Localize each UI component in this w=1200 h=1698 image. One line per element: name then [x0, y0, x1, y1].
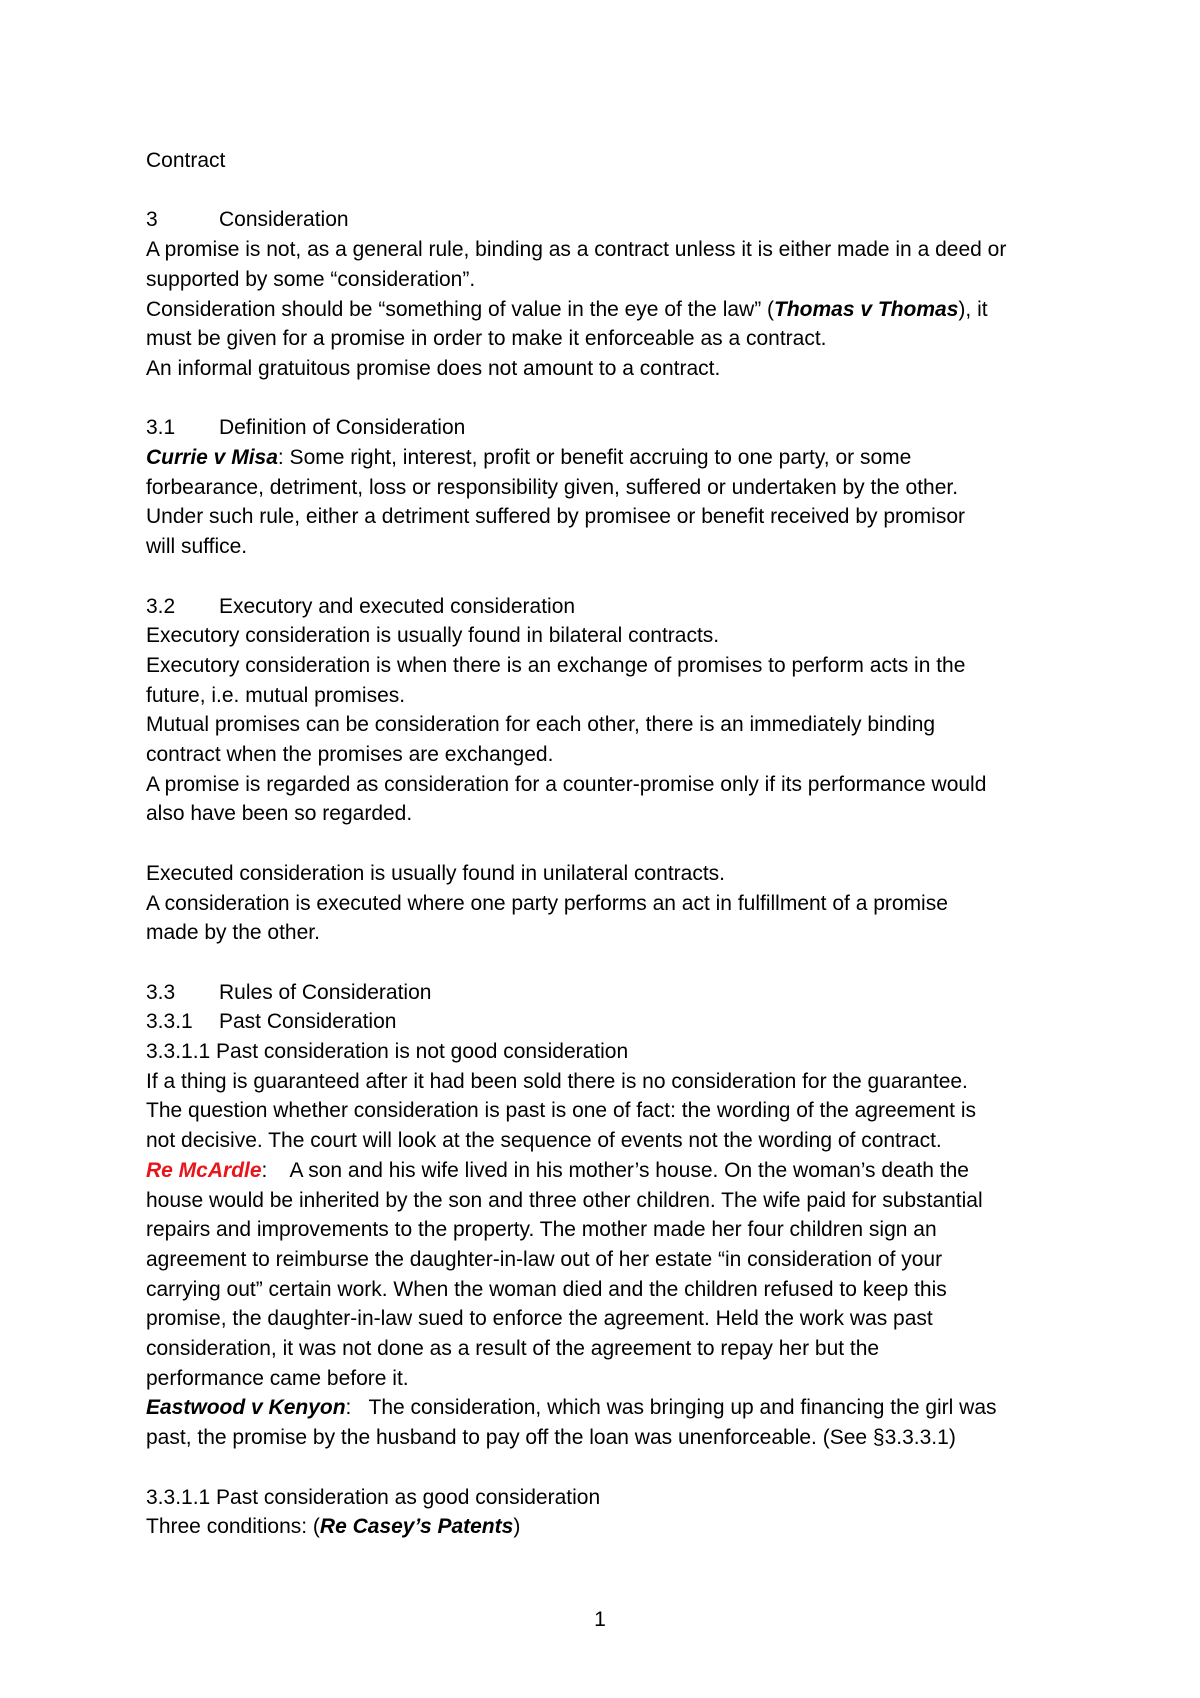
paragraph-line [146, 1156, 1066, 1186]
section-heading-3-3 [146, 978, 1066, 1008]
section-number: 3.2 [146, 594, 176, 618]
text-run: : A son and his wife lived in his mother’s house. On the woman’s death the [261, 1158, 969, 1182]
case-name-highlighted: Re McArdle [146, 1158, 262, 1182]
paragraph-line: future, i.e. mutual promises. [146, 683, 406, 707]
case-name: Eastwood v Kenyon [146, 1396, 346, 1420]
case-name: Thomas v Thomas [774, 297, 959, 321]
section-heading-3-2 [146, 592, 1066, 622]
section-number: 3.1 [146, 416, 176, 440]
paragraph-line: Mutual promises can be consideration for each other, there is an immediately binding [146, 713, 936, 737]
subsection-heading-3-3-1 [146, 1007, 1066, 1037]
paragraph-line: consideration, it was not done as a result of the agreement to repay her but the [146, 1337, 880, 1361]
text-run: : Some right, interest, profit or benefit accruing to one party, or some [277, 446, 912, 469]
case-name: Currie v Misa [146, 446, 278, 469]
paragraph-line: performance came before it. [146, 1366, 409, 1390]
paragraph-line: contract when the promises are exchanged. [146, 743, 554, 767]
paragraph-line: Executed consideration is usually found in unilateral contracts. [146, 861, 725, 885]
section-number: 3.3.1 [146, 1010, 193, 1034]
paragraph-line: repairs and improvements to the property. The mother made her four children sign an [146, 1218, 937, 1242]
paragraph-line: supported by some “consideration”. [146, 267, 476, 291]
section-heading-3 [146, 205, 1066, 235]
paragraph-line: house would be inherited by the son and three other children. The wife paid for substantial [146, 1188, 983, 1212]
paragraph-line: A consideration is executed where one party performs an act in fulfillment of a promise [146, 891, 948, 915]
paragraph-line [146, 1393, 1066, 1423]
paragraph-line: Executory consideration is when there is an exchange of promises to perform acts in the [146, 653, 966, 677]
paragraph-line: not decisive. The court will look at the sequence of events not the wording of contract. [146, 1129, 942, 1153]
paragraph-line: Under such rule, either a detriment suffered by promisee or benefit received by promisor [146, 505, 966, 529]
text-run: Consideration should be “something of value in the eye of the law” ( [146, 297, 775, 321]
spacer [146, 384, 1066, 414]
paragraph-line: Executory consideration is usually found in bilateral contracts. [146, 624, 720, 648]
paragraph-line: will suffice. [146, 535, 248, 559]
paragraph-line: past, the promise by the husband to pay off the loan was unenforceable. (See §3.3.3.1) [146, 1426, 956, 1450]
document-title: Contract [146, 149, 226, 172]
section-title: Past Consideration [219, 1010, 397, 1034]
section-title: Consideration [219, 208, 349, 232]
paragraph-line [146, 443, 1066, 473]
paragraph-line: If a thing is guaranteed after it had been sold there is no consideration for the guarantee. [146, 1069, 968, 1093]
paragraph-line: An informal gratuitous promise does not amount to a contract. [146, 356, 721, 380]
section-heading-3-1 [146, 413, 1066, 443]
section-title: Definition of Consideration [219, 416, 466, 440]
paragraph-line: agreement to reimburse the daughter-in-law out of her estate “in consideration of your [146, 1247, 943, 1271]
paragraph-line: must be given for a promise in order to make it enforceable as a contract. [146, 327, 827, 351]
spacer [146, 176, 1066, 206]
paragraph-line: The question whether consideration is past is one of fact: the wording of the agreement is [146, 1099, 976, 1123]
text-run: : The consideration, which was bringing up and financing the girl was [345, 1396, 997, 1420]
text-run: Three conditions: ( [146, 1515, 320, 1539]
text-run: ) [513, 1515, 521, 1539]
case-name: Re Casey’s Patents [319, 1515, 514, 1539]
spacer [146, 829, 1066, 859]
section-title: Executory and executed consideration [219, 594, 576, 618]
subsubsection-heading: 3.3.1.1 Past consideration is not good consideration [146, 1040, 629, 1064]
paragraph-line: carrying out” certain work. When the woman died and the children refused to keep this [146, 1277, 947, 1301]
section-title: Rules of Consideration [219, 980, 432, 1004]
paragraph-line: A promise is regarded as consideration for a counter-promise only if its performance would [146, 772, 987, 796]
section-number: 3.3 [146, 980, 176, 1004]
spacer [146, 1453, 1066, 1483]
text-run: ), it [958, 297, 988, 321]
document-body [146, 146, 1066, 1542]
spacer [146, 562, 1066, 592]
paragraph-line: promise, the daughter-in-law sued to enforce the agreement. Held the work was past [146, 1307, 933, 1331]
spacer [146, 948, 1066, 978]
paragraph-line: made by the other. [146, 921, 320, 945]
paragraph-line: forbearance, detriment, loss or responsibility given, suffered or undertaken by the other. [146, 475, 959, 499]
paragraph-line: A promise is not, as a general rule, binding as a contract unless it is either made in a deed or [146, 238, 1007, 262]
page-number: 1 [594, 1608, 606, 1631]
section-number: 3 [146, 208, 158, 232]
paragraph-line: also have been so regarded. [146, 802, 413, 826]
paragraph-line [146, 295, 1066, 325]
subsubsection-heading: 3.3.1.1 Past consideration as good consideration [146, 1485, 601, 1509]
paragraph-line [146, 1512, 1066, 1542]
